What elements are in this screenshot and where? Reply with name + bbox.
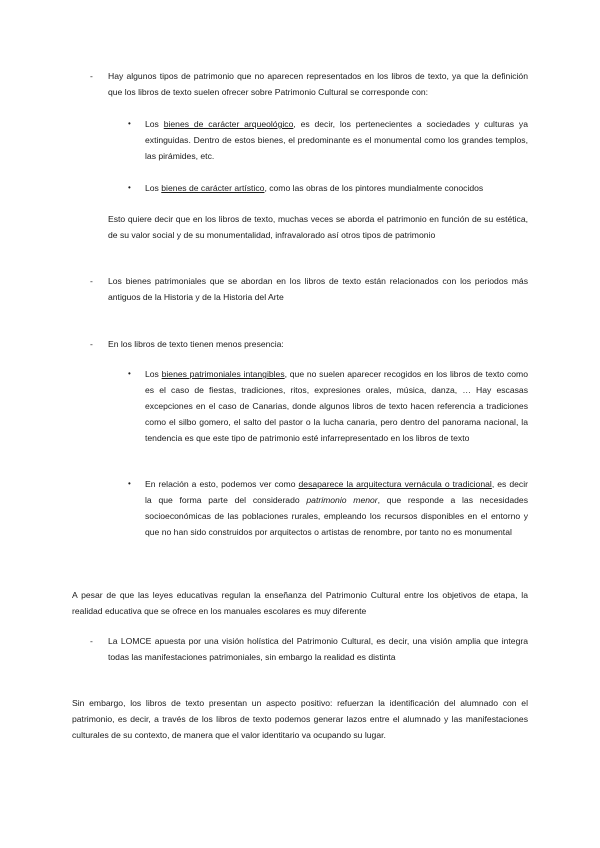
paragraph-tipos-patrimonio: Hay algunos tipos de patrimonio que no aparecen representados en los libros de texto, ya que la definición que los libros de texto suelen ofrecer sobre Patrimonio Cultural se corresponde con:: [108, 71, 528, 97]
list-dash: -: [90, 339, 93, 349]
bullet-marker: •: [128, 369, 131, 378]
bullet-bienes-artisticos: Los bienes de carácter artístico, como las obras de los pintores mundialmente conocidos: [145, 183, 484, 193]
list-dash: -: [90, 71, 93, 81]
bullet-bienes-arqueologicos: Los bienes de carácter arqueológico, es decir, los pertenecientes a sociedades y culturas ya extinguidas. Dentro de estos bienes, el predominante es el monumental como los grandes templos, las pirámides, etc.: [145, 119, 528, 161]
paragraph-conclusion-estetica: Esto quiere decir que en los libros de texto, muchas veces se aborda el patrimonio en función de su estética, de su valor social y de su monumentalidad, infravalorado así otros tipos de patrimonio: [108, 214, 528, 240]
bullet-arquitectura-vernacula: En relación a esto, podemos ver como desaparece la arquitectura vernácula o tradicional, es decir la que forma parte del considerado patrimonio menor, que responde a las necesidades socioeconómicas de las poblaciones rurales, empleando los recursos disponibles en el entorno y que no han sido construidos por arquitectos o artistas de renombre, por tanto no es monumental: [145, 479, 529, 537]
underlined-term: desaparece la arquitectura vernácula o tradicional: [298, 479, 492, 489]
italic-term: patrimonio menor: [306, 495, 378, 505]
paragraph-leyes-educativas: A pesar de que las leyes educativas regulan la enseñanza del Patrimonio Cultural entre los objetivos de etapa, la realidad educativa que se ofrece en los manuales escolares es muy diferente: [72, 590, 528, 616]
underlined-term: bienes de carácter arqueológico: [163, 119, 294, 129]
list-dash: -: [90, 636, 93, 646]
list-dash: -: [90, 276, 93, 286]
bullet-marker: •: [128, 479, 131, 488]
bullet-bienes-intangibles: Los bienes patrimoniales intangibles, que no suelen aparecer recogidos en los libros de texto como es el caso de fiestas, tradiciones, ritos, expresiones orales, música, danza, … Hay escasas excepciones en el caso de Canarias, donde algunos libros de texto hacen referencia a tradiciones como el silbo gomero, el salto del pastor o la lucha canaria, pero dentro del panorama nacional, la tendencia es que este tipo de patrimonio esté infarrepresentado en los libros de texto: [145, 369, 528, 443]
paragraph-lomce: La LOMCE apuesta por una visión holística del Patrimonio Cultural, es decir, una visión amplia que integra todas las manifestaciones patrimoniales, sin embargo la realidad es distinta: [108, 636, 528, 662]
bullet-marker: •: [128, 119, 131, 128]
underlined-term: bienes patrimoniales intangibles: [161, 369, 285, 379]
bullet-marker: •: [128, 183, 131, 192]
paragraph-aspecto-positivo: Sin embargo, los libros de texto presentan un aspecto positivo: refuerzan la identificación del alumnado con el patrimonio, es decir, a través de los libros de texto podemos generar lazos entre el alumnado y las manifestaciones culturales de su contexto, de manera que el valor identitario va ocupando su lugar.: [72, 698, 528, 740]
paragraph-menos-presencia: En los libros de texto tienen menos presencia:: [108, 339, 284, 349]
underlined-term: bienes de carácter artístico: [161, 183, 265, 193]
paragraph-periodos-antiguos: Los bienes patrimoniales que se abordan en los libros de texto están relacionados con los periodos más antiguos de la Historia y de la Historia del Arte: [108, 276, 528, 302]
